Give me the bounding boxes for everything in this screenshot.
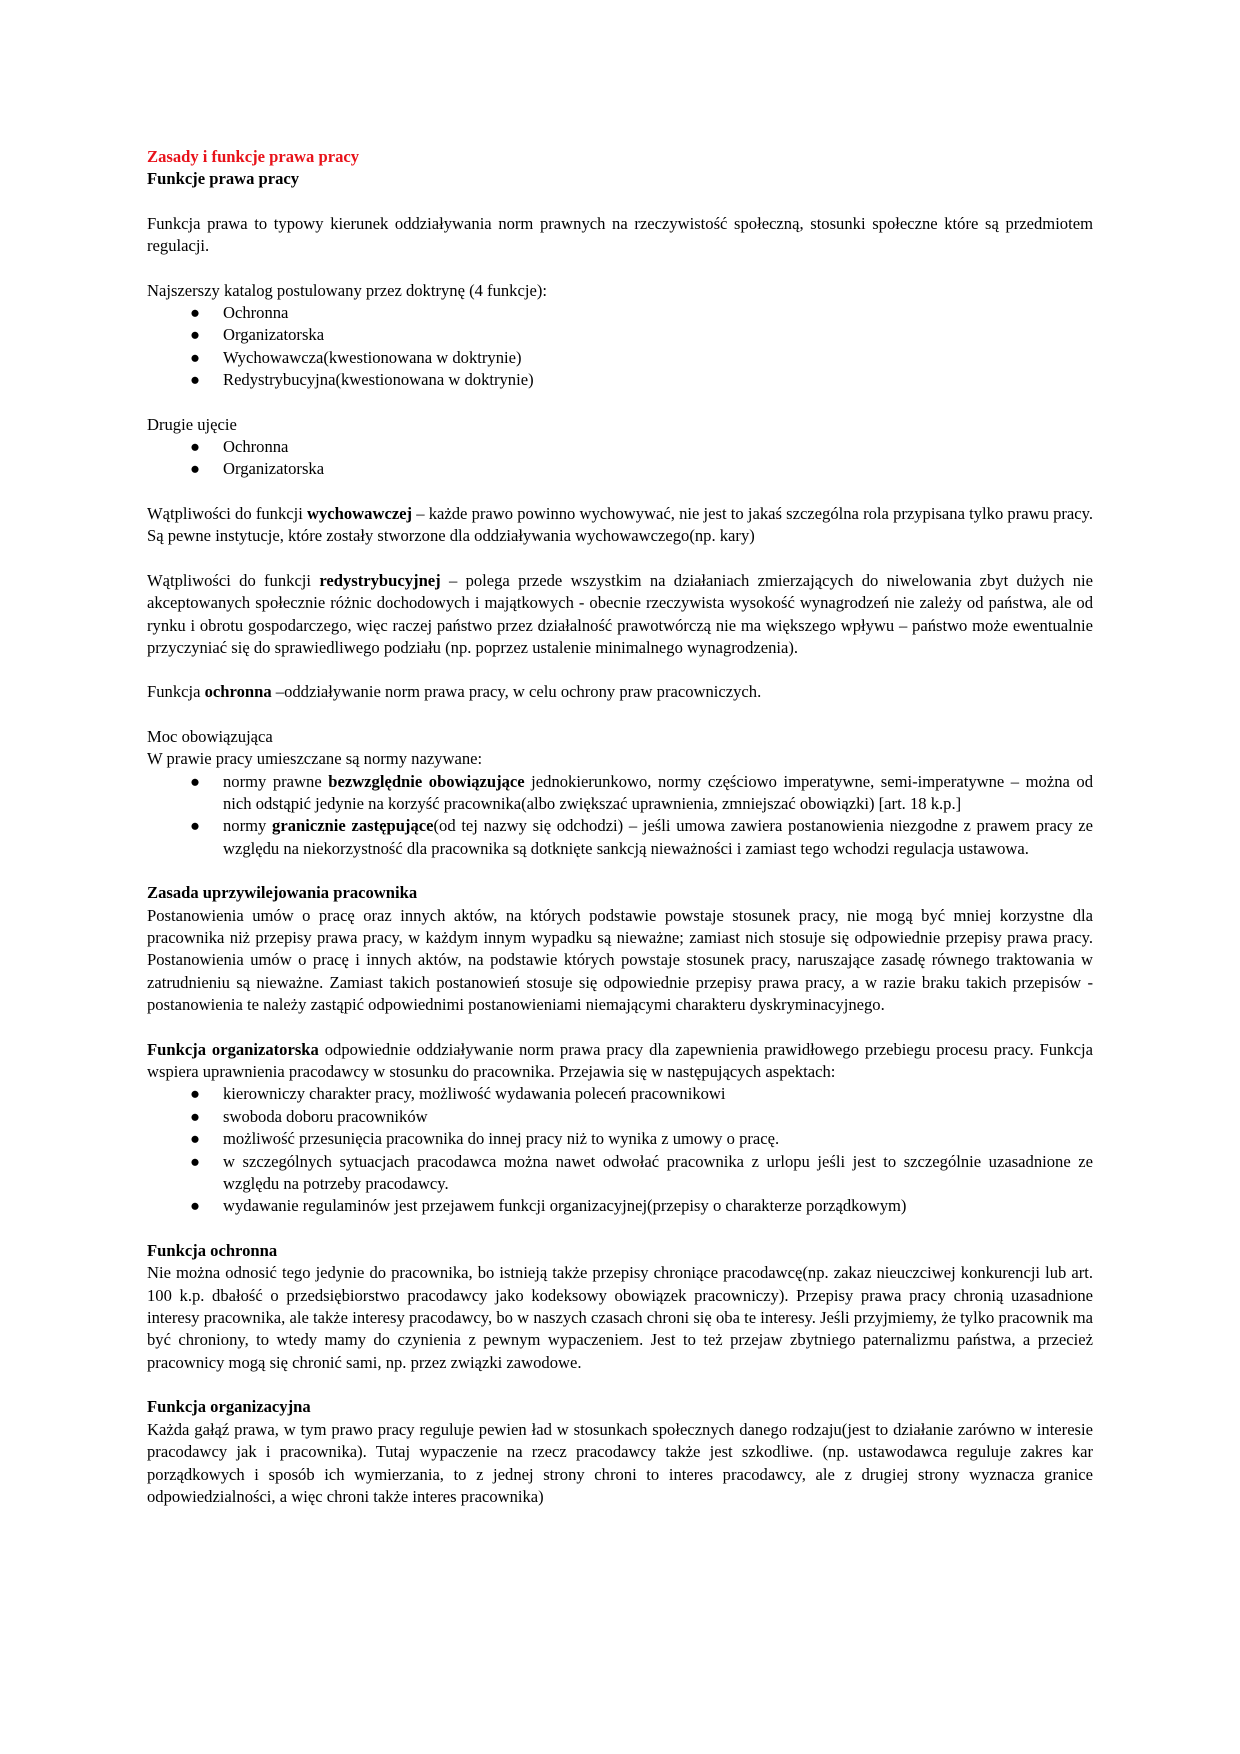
organizatorska-list <box>147 1083 1093 1217</box>
moc-intro: W prawie pracy umieszczane są normy nazywane: <box>147 749 483 769</box>
bullet-icon: ● <box>189 1084 201 1104</box>
list-item: ● Organizatorska <box>147 458 1093 480</box>
paragraph-ochronna-short: Funkcja ochronna –oddziaływanie norm prawa pracy, w celu ochrony praw pracowniczych. <box>147 682 762 702</box>
paragraph-wychowawcza: Wątpliwości do funkcji wychowawczej – każde prawo powinno wychowywać, nie jest to jakaś szczególna rola przypisana tylko prawu pracy. Są pewne instytucje, które zostały stworzone dla oddziaływania wychowawczego(np. kary) <box>147 503 1093 546</box>
list-item: ● normy granicznie zastępujące(od tej nazwy się odchodzi) – jeśli umowa zawiera postanowienia niezgodne z prawem pracy ze względu na niekorzystność dla pracownika są dotknięte sankcją nieważności i zamiast tego wchodzi regulacja ustawowa. <box>147 815 1093 860</box>
list-item: ● kierowniczy charakter pracy, możliwość wydawania poleceń pracownikowi <box>147 1083 1093 1105</box>
bullet-icon: ● <box>189 437 201 457</box>
bullet-icon: ● <box>189 1196 201 1216</box>
list-item: ● Ochronna <box>147 436 1093 458</box>
document-title: Zasady i funkcje prawa pracy <box>147 147 360 166</box>
bullet-icon: ● <box>189 325 201 345</box>
paragraph-organizatorska: Funkcja organizatorska odpowiednie oddziaływanie norm prawa pracy dla zapewnienia prawidłowego przebiegu procesu pracy. Funkcja wspiera uprawnienia pracodawcy w stosunku do pracownika. Przejawia się w następujących aspektach: <box>147 1039 1093 1081</box>
paragraph-redystrybucyjna: Wątpliwości do funkcji redystrybucyjnej – polega przede wszystkim na działaniach zmierzających do niwelowania zbyt dużych nie akceptowanych społecznie różnic dochodowych i majątkowych - obecnie rzeczywista wysokość wynagrodzeń nie zależy od państwa, ale od rynku i obrotu gospodarczego, więc raczej państwo przez działalność prawotwórczą nie ma większego wpływu – państwo może ewentualnie przyczyniać się do sprawiedliwego podziału (np. poprzez ustalenie minimalnego wynagrodzenia). <box>147 570 1093 657</box>
section-title-ochronna: Funkcja ochronna <box>147 1240 278 1260</box>
list-item: ● wydawanie regulaminów jest przejawem funkcji organizacyjnej(przepisy o charakterze porządkowym) <box>147 1195 1093 1217</box>
paragraph-definition: Funkcja prawa to typowy kierunek oddziaływania norm prawnych na rzeczywistość społeczną, stosunki społeczne które są przedmiotem regulacji. <box>147 213 1093 256</box>
document-page <box>147 146 1093 1508</box>
list-item: ● swoboda doboru pracowników <box>147 1106 1093 1128</box>
bullet-icon: ● <box>189 347 201 367</box>
section-title-zasada: Zasada uprzywilejowania pracownika <box>147 883 418 903</box>
catalog-list <box>147 302 1093 392</box>
bullet-icon: ● <box>189 771 201 791</box>
paragraph-zasada: Postanowienia umów o pracę oraz innych aktów, na których podstawie powstaje stosunek pracy, nie mogą być mniej korzystne dla pracownika niż przepisy prawa pracy, w każdym innym wypadku są nieważne; zamiast nich stosuje się odpowiednie przepisy prawa pracy. Postanowienia umów o pracę i innych aktów, na podstawie których powstaje stosunek pracy, naruszające zasadę równego traktowania w zatrudnieniu są nieważne. Zamiast takich postanowień stosuje się odpowiednie przepisy prawa pracy, a w razie braku takich przepisów - postanowienia te należy zastąpić odpowiednimi postanowieniami niemającymi charakteru dyskryminacyjnego. <box>147 905 1093 1015</box>
list-item: ● możliwość przesunięcia pracownika do innej pracy niż to wynika z umowy o pracę. <box>147 1128 1093 1150</box>
section-title-organizacyjna: Funkcja organizacyjna <box>147 1397 311 1417</box>
moc-list <box>147 771 1093 861</box>
bullet-icon: ● <box>189 459 201 479</box>
catalog-intro: Najszerszy katalog postulowany przez doktrynę (4 funkcje): <box>147 280 547 300</box>
list-item: ● w szczególnych sytuacjach pracodawca można nawet odwołać pracownika z urlopu jeśli jest to szczególnie uzasadnione ze względu na potrzeby pracodawcy. <box>147 1151 1093 1196</box>
paragraph-organizacyjna: Każda gałąź prawa, w tym prawo pracy reguluje pewien ład w stosunkach społecznych danego rodzaju(jest to działanie zarówno w interesie pracodawcy jak i pracownika). Tutaj wypaczenie na rzecz pracodawcy także jest szkodliwe. (np. ustawodawca reguluje zakres kar porządkowych i sposób ich wymierzania, to z jednej strony chroni to interes pracodawcy, ale z drugiej strony wyznacza granice odpowiedzialności, a więc chroni także interes pracownika) <box>147 1419 1093 1506</box>
list-item: ● Organizatorska <box>147 324 1093 346</box>
bullet-icon: ● <box>189 1129 201 1149</box>
bullet-icon: ● <box>189 816 201 836</box>
bullet-icon: ● <box>189 370 201 390</box>
paragraph-ochronna: Nie można odnosić tego jedynie do pracownika, bo istnieją także przepisy chroniące pracodawcę(np. zakaz nieuczciwej konkurencji lub art. 100 k.p. dbałość o przedsiębiorstwo pracodawcy jako kodeksowy obowiązek pracowniczy). Przepisy prawa pracy chronią uzasadnione interesy pracownika, ale także interesy pracodawcy, bo w naszych czasach chroni się oba te interesy. Jeśli przyjmiemy, że tylko pracownik ma być chroniony, to wtedy mamy do czynienia z pewnym wypaczeniem. Jest to też przejaw zbytniego paternalizmu państwa, a przecież pracownicy mogą się chronić sami, np. przez związki zawodowe. <box>147 1263 1093 1372</box>
list-item: ● Redystrybucyjna(kwestionowana w doktrynie) <box>147 369 1093 391</box>
second-intro: Drugie ujęcie <box>147 414 237 434</box>
list-item: ● Ochronna <box>147 302 1093 324</box>
bullet-icon: ● <box>189 303 201 323</box>
second-list <box>147 436 1093 481</box>
bullet-icon: ● <box>189 1151 201 1171</box>
list-item: ● normy prawne bezwzględnie obowiązujące jednokierunkowo, normy częściowo imperatywne, semi-imperatywne – można od nich odstąpić jedynie na korzyść pracownika(albo zwiększać uprawnienia, zmniejszać obowiązki) [art. 18 k.p.] <box>147 771 1093 816</box>
section-title-moc: Moc obowiązująca <box>147 726 273 746</box>
document-subtitle: Funkcje prawa pracy <box>147 169 300 189</box>
bullet-icon: ● <box>189 1106 201 1126</box>
list-item: ● Wychowawcza(kwestionowana w doktrynie) <box>147 347 1093 369</box>
